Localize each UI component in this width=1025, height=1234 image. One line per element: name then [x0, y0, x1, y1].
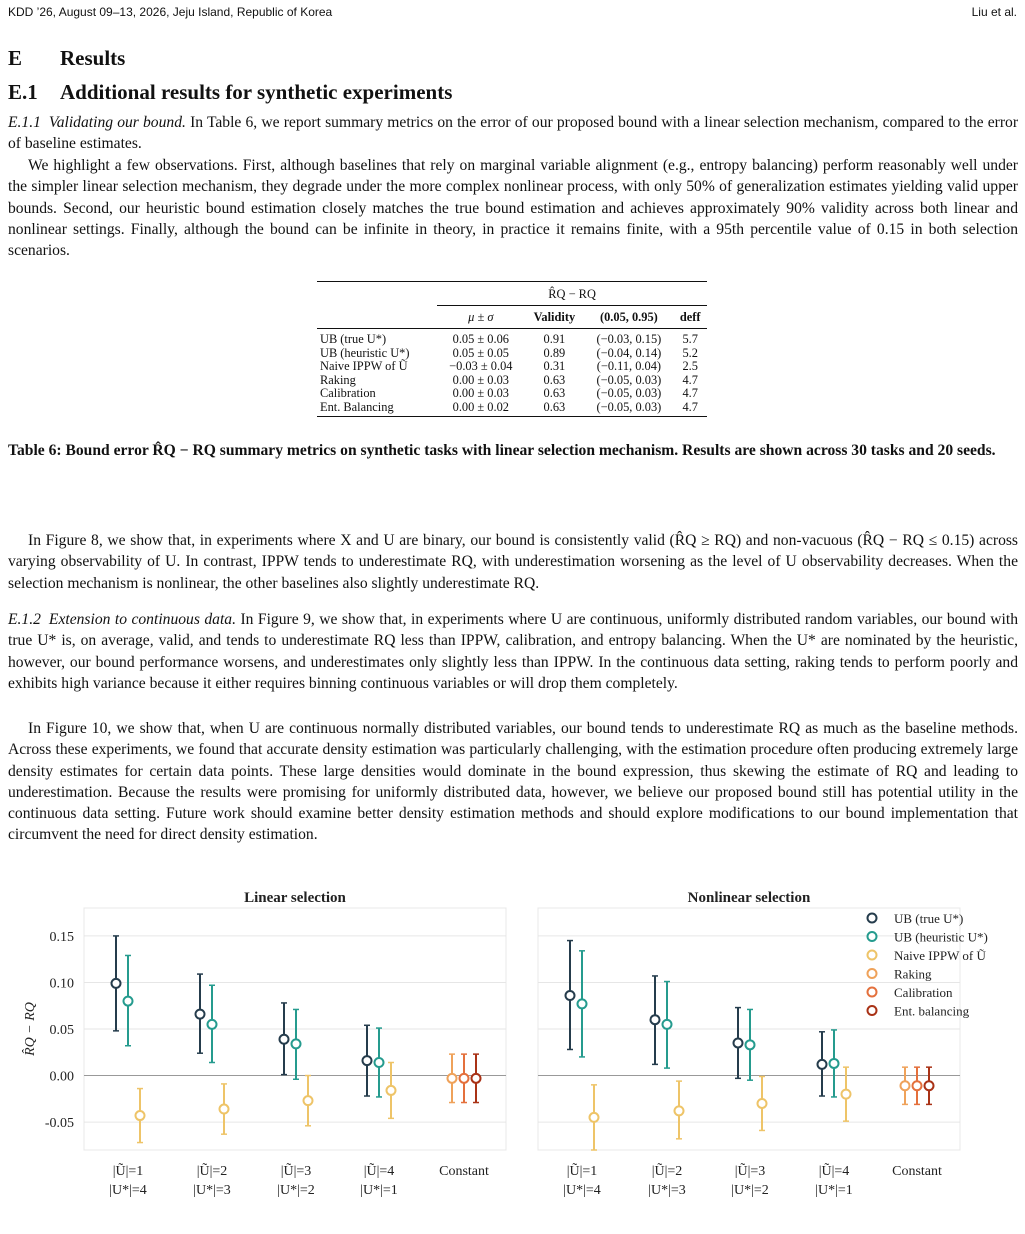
data-point	[292, 1039, 301, 1048]
data-point	[208, 1020, 217, 1029]
runin-heading: E.1.2 Extension to continuous data.	[8, 611, 236, 628]
legend-marker	[868, 969, 877, 978]
table-cell: 5.7	[682, 332, 698, 346]
data-point	[460, 1074, 469, 1083]
running-header	[8, 5, 1017, 19]
x-tick-label: |Ũ|=2	[196, 1164, 228, 1179]
paragraph-text: In Table 6, we report summary metrics on the error of our proposed bound with a linear selection mechanism, compared to the error of baseline estimates.	[8, 114, 1019, 153]
table-row	[317, 387, 707, 401]
x-tick-label: |U*|=2	[731, 1183, 769, 1198]
legend-marker	[868, 932, 877, 941]
x-tick-label: |U*|=4	[109, 1183, 147, 1198]
data-point	[112, 979, 121, 988]
y-tick-label: 0.15	[49, 929, 74, 945]
x-tick-label: |Ũ|=3	[734, 1164, 766, 1179]
data-point	[472, 1074, 481, 1083]
runin-heading: E.1.1 Validating our bound.	[8, 114, 186, 131]
x-tick-label: |Ũ|=2	[651, 1164, 683, 1179]
column-header: Validity	[524, 305, 584, 329]
data-point	[663, 1020, 672, 1029]
table-row	[317, 374, 707, 388]
x-tick-label: |U*|=3	[648, 1183, 686, 1198]
x-tick-label: |U*|=3	[193, 1183, 231, 1198]
x-tick-label: |U*|=1	[815, 1183, 853, 1198]
data-point	[304, 1096, 313, 1105]
legend-label: Raking	[894, 966, 932, 982]
table-cell: 0.00 ± 0.03	[452, 372, 509, 387]
paragraph-continuous	[8, 609, 1018, 694]
y-tick-label: 0.05	[49, 1023, 74, 1038]
table-row	[317, 347, 707, 361]
section-number: E	[8, 46, 23, 70]
paragraph-validating	[8, 112, 1018, 155]
legend-marker	[868, 1006, 877, 1015]
data-point	[842, 1090, 851, 1099]
legend-marker	[868, 951, 877, 960]
data-point	[925, 1081, 934, 1090]
data-point	[578, 999, 587, 1008]
legend-label: UB (heuristic U*)	[894, 929, 988, 945]
table-cell: 0.05 ± 0.06	[452, 332, 509, 346]
table-cell: 0.05 ± 0.05	[452, 345, 509, 360]
y-tick-label: -0.05	[44, 1116, 74, 1132]
table-cell: (−0.04, 0.14)	[596, 345, 662, 360]
subsection-number: E.1	[8, 80, 38, 104]
x-tick-label: |Ũ|=4	[818, 1164, 850, 1179]
x-tick-label: |U*|=4	[563, 1183, 601, 1198]
table-cell: 0.00 ± 0.03	[452, 386, 509, 400]
data-point	[566, 991, 575, 1000]
table-cell: 0.89	[543, 345, 566, 360]
chart-title: Nonlinear selection	[687, 890, 811, 906]
legend-label: Ent. balancing	[894, 1003, 970, 1019]
legend-label: Calibration	[894, 985, 953, 1000]
section-title: Results	[60, 46, 126, 70]
data-point	[746, 1040, 755, 1049]
table-cell: Calibration	[320, 386, 376, 400]
legend-marker	[868, 988, 877, 997]
data-point	[818, 1060, 827, 1069]
data-point	[913, 1081, 922, 1090]
table-cell: 4.7	[673, 401, 707, 417]
column-header: (0.05, 0.95)	[584, 305, 673, 329]
subsection-heading	[8, 80, 452, 105]
table-row	[317, 360, 707, 374]
x-tick-label: |U*|=2	[277, 1183, 315, 1198]
table-cell: UB (heuristic U*)	[320, 345, 410, 360]
table-cell: 0.31	[543, 359, 566, 373]
figure-error-plots	[0, 880, 1025, 1220]
table-cell: 0.63	[543, 372, 566, 387]
x-tick-label: |Ũ|=1	[566, 1164, 598, 1179]
chart-title: Linear selection	[244, 890, 346, 906]
column-header: μ ± σ	[437, 305, 524, 329]
table-cell: Raking	[320, 372, 356, 387]
venue-line: KDD ’26, August 09–13, 2026, Jeju Island, Republic of Korea	[8, 5, 333, 19]
table-cell: (−0.03, 0.15)	[596, 332, 662, 346]
legend-label: Naive IPPW of Ũ	[894, 948, 986, 963]
table-cell: 4.7	[682, 386, 698, 400]
table-cell: 0.63	[543, 386, 566, 400]
x-tick-label: |U*|=1	[360, 1183, 398, 1198]
table-cell: 4.7	[682, 372, 698, 387]
paragraph-observations: We highlight a few observations. First, although baselines that rely on marginal variable alignment (e.g., entropy balancing) perform reasonably well under the simpler linear selection mechanism, they degrade under the more complex nonlinear process, with only 50% of generalization estimates yielding valid upper bounds. Second, our heuristic bound estimation closely matches the true bound estimation and achieves approximately 90% validity across both linear and nonlinear settings. Finally, although the bound can be infinite in theory, in practice it remains finite, with a 95th percentile value of 0.15 in both selection scenarios.	[8, 157, 1018, 260]
table-cell: (−0.05, 0.03)	[596, 386, 662, 400]
table-cell: Ent. Balancing	[317, 401, 437, 417]
table-cell: (−0.05, 0.03)	[596, 372, 662, 387]
table-cell: 0.63	[524, 401, 584, 417]
table-cell: UB (true U*)	[320, 332, 387, 346]
subsection-title: Additional results for synthetic experiments	[60, 80, 453, 104]
data-point	[136, 1111, 145, 1120]
x-tick-label: Constant	[892, 1164, 942, 1179]
table-cell: 0.91	[543, 332, 566, 346]
table-cell: −0.03 ± 0.04	[449, 359, 513, 373]
data-point	[675, 1106, 684, 1115]
data-point	[758, 1099, 767, 1108]
data-point	[375, 1058, 384, 1067]
authors-line: Liu et al.	[971, 5, 1017, 19]
data-point	[387, 1086, 396, 1095]
table-cell: (−0.11, 0.04)	[596, 359, 662, 373]
table-cell: Naive IPPW of Ũ	[320, 359, 408, 373]
column-header: deff	[673, 305, 707, 329]
x-tick-label: |Ũ|=3	[280, 1164, 312, 1179]
paragraph-figure8: In Figure 8, we show that, in experiments where X and U are binary, our bound is consistently valid (R̂Q ≥ RQ) and non-vacuous (R̂Q − RQ ≤ 0.15) across varying observability of U. In contrast, IPPW tends to underestimate RQ, with underestimation worsening as the level of U observability decreases. When the selection mechanism is nonlinear, the other baselines also slightly underestimate RQ.	[8, 532, 1018, 592]
data-point	[220, 1105, 229, 1114]
x-tick-label: Constant	[439, 1164, 489, 1179]
data-point	[901, 1081, 910, 1090]
table-cell: (−0.05, 0.03)	[584, 401, 673, 417]
y-axis-label: R̂Q − RQ	[23, 1002, 38, 1056]
table-row	[317, 401, 707, 417]
paragraph-text: In Figure 9, we show that, in experiments where U are continuous, uniformly distributed random variables, our bound with true U* is, on average, valid, and tends to underestimate RQ less than IPPW, calibration, and entropy balancing. When the U* are nominated by the heuristic, however, our bound performance worsens, and underestimates only slightly less than IPPW. In the continuous data setting, raking tends to perform poorly and exhibits high variance because it either requires binning continuous variables or will drop them completely.	[8, 611, 1019, 692]
data-point	[124, 997, 133, 1006]
data-point	[734, 1038, 743, 1047]
table-row	[317, 329, 707, 347]
table-cell: 2.5	[682, 359, 698, 373]
data-point	[448, 1074, 457, 1083]
table-group-header: R̂Q − RQ	[437, 286, 707, 305]
data-point	[280, 1035, 289, 1044]
legend-label: UB (true U*)	[894, 911, 964, 926]
results-table	[317, 281, 707, 417]
data-point	[590, 1113, 599, 1122]
data-point	[651, 1015, 660, 1024]
y-tick-label: 0.00	[49, 1069, 74, 1085]
y-tick-label: 0.10	[49, 976, 74, 992]
paragraph-figure10: In Figure 10, we show that, when U are continuous normally distributed variables, our bound tends to underestimate RQ as much as the baseline methods. Across these experiments, we found that accurate density estimation was particularly challenging, with the estimation procedure often producing extremely large density estimates for certain data points. These large densities would dominate in the bound expression, thus skewing the estimate of RQ and leading to underestimation. Because the results were promising for uniformly distributed data, however, we believe our proposed bound still has potential utility in the continuous data setting. Future work should examine better density estimation methods and should explore modifications to our bound implementation that circumvent the need for direct density estimation.	[8, 720, 1018, 844]
table-header-row	[317, 305, 707, 329]
section-heading	[8, 46, 125, 71]
data-point	[363, 1056, 372, 1065]
legend-marker	[868, 914, 877, 923]
data-point	[196, 1010, 205, 1019]
table-cell: 0.00 ± 0.02	[437, 401, 524, 417]
x-tick-label: |Ũ|=4	[363, 1164, 395, 1179]
table-caption: Table 6: Bound error R̂Q − RQ summary metrics on synthetic tasks with linear selection mechanism. Results are shown across 30 tasks and 20 seeds.	[8, 442, 996, 459]
x-tick-label: |Ũ|=1	[112, 1164, 144, 1179]
data-point	[830, 1059, 839, 1068]
table-cell: 5.2	[682, 345, 698, 360]
